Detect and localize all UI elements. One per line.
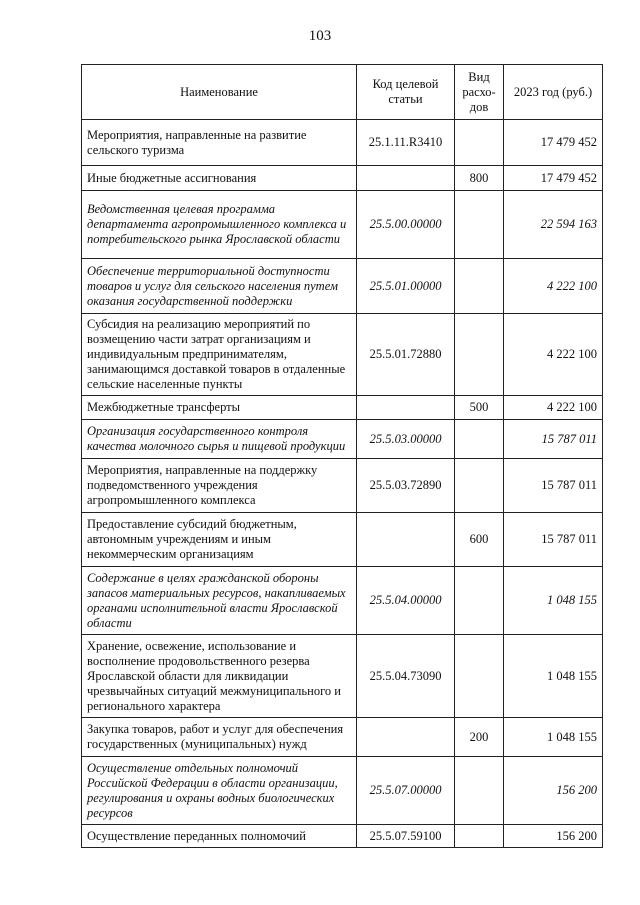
row-amount: 1 048 155 — [504, 718, 603, 757]
row-amount: 1 048 155 — [504, 635, 603, 718]
table-row — [82, 825, 603, 848]
table-row — [82, 191, 603, 259]
row-name: Осуществление переданных полномочий — [82, 825, 357, 848]
row-code: 25.5.07.59100 — [357, 825, 455, 848]
row-name: Хранение, освежение, использование и восполнение продовольственного резерва Ярославской области для ликвидации чрезвычайных ситуаций межмуниципального и регионального характера — [82, 635, 357, 718]
row-type — [455, 191, 504, 259]
row-code: 25.5.01.00000 — [357, 259, 455, 314]
row-type: 600 — [455, 513, 504, 567]
row-code — [357, 718, 455, 757]
table-row — [82, 120, 603, 166]
row-name: Мероприятия, направленные на поддержку подведомственного учреждения агропромышленного комплекса — [82, 459, 357, 513]
row-code: 25.1.11.R3410 — [357, 120, 455, 166]
row-code: 25.5.03.72890 — [357, 459, 455, 513]
row-amount: 1 048 155 — [504, 567, 603, 635]
row-code: 25.5.03.00000 — [357, 420, 455, 459]
table-row — [82, 635, 603, 718]
row-name: Межбюджетные трансферты — [82, 396, 357, 420]
row-amount: 17 479 452 — [504, 166, 603, 191]
row-name: Закупка товаров, работ и услуг для обеспечения государственных (муниципальных) нужд — [82, 718, 357, 757]
row-name: Иные бюджетные ассигнования — [82, 166, 357, 191]
row-code — [357, 166, 455, 191]
row-amount: 156 200 — [504, 757, 603, 825]
table-row — [82, 259, 603, 314]
row-code: 25.5.00.00000 — [357, 191, 455, 259]
row-name: Предоставление субсидий бюджетным, автономным учреждениям и иным некоммерческим организациям — [82, 513, 357, 567]
row-type: 200 — [455, 718, 504, 757]
row-type — [455, 825, 504, 848]
table-row — [82, 513, 603, 567]
page-number: 103 — [308, 28, 332, 44]
row-type — [455, 314, 504, 396]
table-row — [82, 757, 603, 825]
row-code: 25.5.01.72880 — [357, 314, 455, 396]
header-name: Наименование — [82, 65, 357, 120]
row-amount: 4 222 100 — [504, 259, 603, 314]
row-type — [455, 459, 504, 513]
budget-table — [81, 64, 603, 848]
row-amount: 156 200 — [504, 825, 603, 848]
row-name: Ведомственная целевая программа департамента агропромышленного комплекса и потребительского рынка Ярославской области — [82, 191, 357, 259]
header-type: Вид расхо-дов — [455, 65, 504, 120]
table-row — [82, 396, 603, 420]
row-type — [455, 420, 504, 459]
row-amount: 15 787 011 — [504, 420, 603, 459]
row-name: Обеспечение территориальной доступности товаров и услуг для сельского населения путем оказания государственной поддержки — [82, 259, 357, 314]
row-amount: 4 222 100 — [504, 314, 603, 396]
row-amount: 22 594 163 — [504, 191, 603, 259]
table-row — [82, 166, 603, 191]
row-name: Организация государственного контроля качества молочного сырья и пищевой продукции — [82, 420, 357, 459]
table-row — [82, 420, 603, 459]
table-row — [82, 314, 603, 396]
row-name: Субсидия на реализацию мероприятий по возмещению части затрат организациям и индивидуальным предпринимателям, занимающимся доставкой товаров в отдаленные сельские населенные пункты — [82, 314, 357, 396]
row-amount: 15 787 011 — [504, 513, 603, 567]
table-row — [82, 567, 603, 635]
row-name: Мероприятия, направленные на развитие сельского туризма — [82, 120, 357, 166]
row-name: Содержание в целях гражданской обороны запасов материальных ресурсов, накапливаемых органами исполнительной власти Ярославской области — [82, 567, 357, 635]
row-type — [455, 757, 504, 825]
row-code: 25.5.07.00000 — [357, 757, 455, 825]
header-code: Код целевой статьи — [357, 65, 455, 120]
row-amount: 15 787 011 — [504, 459, 603, 513]
row-type: 800 — [455, 166, 504, 191]
row-type: 500 — [455, 396, 504, 420]
header-amount: 2023 год (руб.) — [504, 65, 603, 120]
table-row — [82, 459, 603, 513]
row-amount: 4 222 100 — [504, 396, 603, 420]
row-amount: 17 479 452 — [504, 120, 603, 166]
row-type — [455, 635, 504, 718]
row-code — [357, 513, 455, 567]
row-name: Осуществление отдельных полномочий Российской Федерации в области организации, регулирования и охраны водных биологических ресурсов — [82, 757, 357, 825]
table-row — [82, 718, 603, 757]
row-type — [455, 120, 504, 166]
row-type — [455, 259, 504, 314]
row-code — [357, 396, 455, 420]
row-type — [455, 567, 504, 635]
row-code: 25.5.04.00000 — [357, 567, 455, 635]
table-header-row — [82, 65, 603, 120]
row-code: 25.5.04.73090 — [357, 635, 455, 718]
